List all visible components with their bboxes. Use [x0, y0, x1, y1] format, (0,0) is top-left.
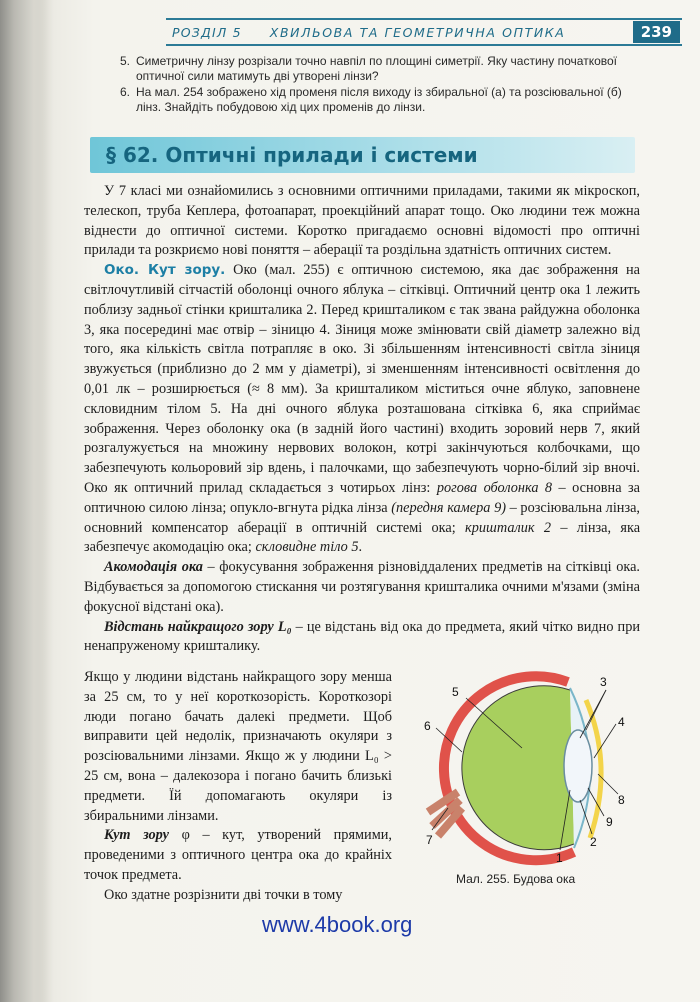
question-item — [120, 54, 640, 84]
question-text: На мал. 254 зображено хід променя після виходу із збиральної (а) та розсіювальної (б) лінз. Знайдіть побудовою хід цих променів до лінзи. — [136, 85, 622, 114]
term-vitreous: скловидне тіло 5 — [255, 539, 359, 556]
accommodation-text: – фокусування зображення різновіддалених предметів на сітківці ока. Відбувається за допомогою стискання чи розтягування кришталика очними м'язами (зміна фокусної відстані ока). — [84, 559, 641, 615]
label-9: 9 — [606, 815, 613, 829]
page-number: 239 — [633, 21, 680, 43]
best-vision-paragraph — [84, 618, 640, 658]
eye-text-end: . — [358, 539, 363, 556]
eye-text-2: – основна за оптичною силою лінза; опукло-вгнута рідка лінза — [84, 479, 641, 516]
label-7: 7 — [426, 833, 433, 847]
question-number: 6. — [120, 85, 131, 99]
question-item — [120, 85, 640, 115]
label-4: 4 — [618, 715, 625, 729]
crystalline-lens — [564, 730, 592, 802]
view-angle-paragraph — [84, 826, 392, 885]
running-header — [166, 18, 682, 46]
term-accommodation: Акомодація ока — [104, 559, 203, 576]
label-2: 2 — [590, 835, 597, 849]
figure-caption: Мал. 255. Будова ока — [456, 872, 576, 886]
label-8: 8 — [618, 793, 625, 807]
label-3: 3 — [600, 675, 607, 689]
label-6: 6 — [424, 719, 431, 733]
view-angle-text: – кут, утворений прямими, проведеними з оптичного центра ока до крайніх точок предмета. — [84, 827, 392, 883]
eye-heading: Око. Кут зору. — [104, 262, 226, 279]
question-list — [120, 54, 640, 116]
label-5: 5 — [452, 685, 459, 699]
question-number: 5. — [120, 54, 131, 68]
phi-symbol: φ — [181, 827, 190, 844]
header-section: РОЗДІЛ 5 — [172, 24, 242, 40]
eye-text-4: – лінза, яка забезпечує акомодацію ока; — [84, 519, 641, 556]
best-vision-text: – це відстань від ока до предмета, який чітко видно при ненапруженому кришталику. — [84, 618, 641, 655]
term-best-vision: Відстань найкращого зору L₀ — [104, 618, 292, 635]
book-spine-shadow — [0, 0, 48, 1002]
narrow-column — [84, 668, 392, 906]
term-view-angle: Кут зору — [104, 827, 169, 844]
watermark: www.4book.org — [262, 912, 413, 937]
optic-nerve — [428, 792, 462, 836]
last-line: Око здатне розрізнити дві точки в тому — [104, 886, 343, 903]
vitreous-body — [462, 686, 574, 850]
eye-paragraph — [84, 261, 640, 558]
term-anterior-chamber: (передня камера 9) — [391, 499, 506, 516]
accommodation-paragraph — [84, 558, 640, 617]
term-lens: кришталик 2 — [465, 519, 551, 536]
intro-paragraph: У 7 класі ми ознайомились з основними оптичними приладами, такими як мікроскоп, телескоп, труба Кеплера, фотоапарат, проекційний апарат тощо. Око людини теж можна віднести до оптичної системи. Коротко пригадаємо основні відомості про оптичні прилади та розкриємо нові поняття – аберації та роздільна здатність оптичних систем. — [84, 183, 640, 259]
header-title: ХВИЛЬОВА ТА ГЕОМЕТРИЧНА ОПТИКА — [269, 24, 566, 40]
label-1: 1 — [556, 851, 563, 865]
myopia-paragraph: Якщо у людини відстань найкращого зору менша за 25 см, то у неї короткозорість. Короткозорі люди погано бачать далекі предмети. Щоб виправити цей недолік, призначають окуляри з розсіювальними лінзами. Якщо ж у людини L₀ > 25 см, вона – далекозора і погано бачить близькі предмети. Їй допомагають окуляри із збиральними лінзами. — [84, 669, 392, 824]
eye-text: Око (мал. 255) є оптичною системою, яка дає зображення на світлочутливій сітчастій оболонці очного яблука – сітківці. Оптичний центр ока 1 лежить поблизу задньої стінки кришталика 2. Перед кришталиком є так звана райдужна оболонка 3, яка посередині має отвір – зіницю 4. Зіниця може змінювати свій діаметр залежно від того, яка кількість світла потрапляє в око. Зі збільшенням інтенсивності світла зіниця звужується (приблизно до 2 мм у діаметрі), зі зменшенням інтенсивності освітлення до 0,01 лк – розширюється (≈ 8 мм). За кришталиком міститься очне яблуко, заповнене скловидним тілом 5. На дні очного яблука розташована сітківка 6, яка сприймає зображення. Через оболонку ока (в задній його частині) входить зоровий нерв 7, який розгалужується на множину нервових волокон, котрі закінчуються колбочками, що забезпечують кольоровий зір вдень, і палочками, що забезпечують чорно-білий зір вночі. Око як оптичний прилад складається з чотирьох лінз: — [84, 262, 641, 496]
eye-diagram — [418, 660, 648, 900]
eye-text-3: – розсіювальна лінза, основний компенсатор аберації в оптичній системі ока; — [84, 499, 641, 536]
term-cornea: рогова оболонка 8 — [436, 479, 553, 496]
section-title: § 62. Оптичні прилади і системи — [106, 143, 478, 167]
main-text — [84, 182, 640, 657]
question-text: Симетричну лінзу розрізали точно навпіл по площині симетрії. Яку частину початкової оптичної сили матимуть дві утворені лінзи? — [136, 54, 618, 83]
